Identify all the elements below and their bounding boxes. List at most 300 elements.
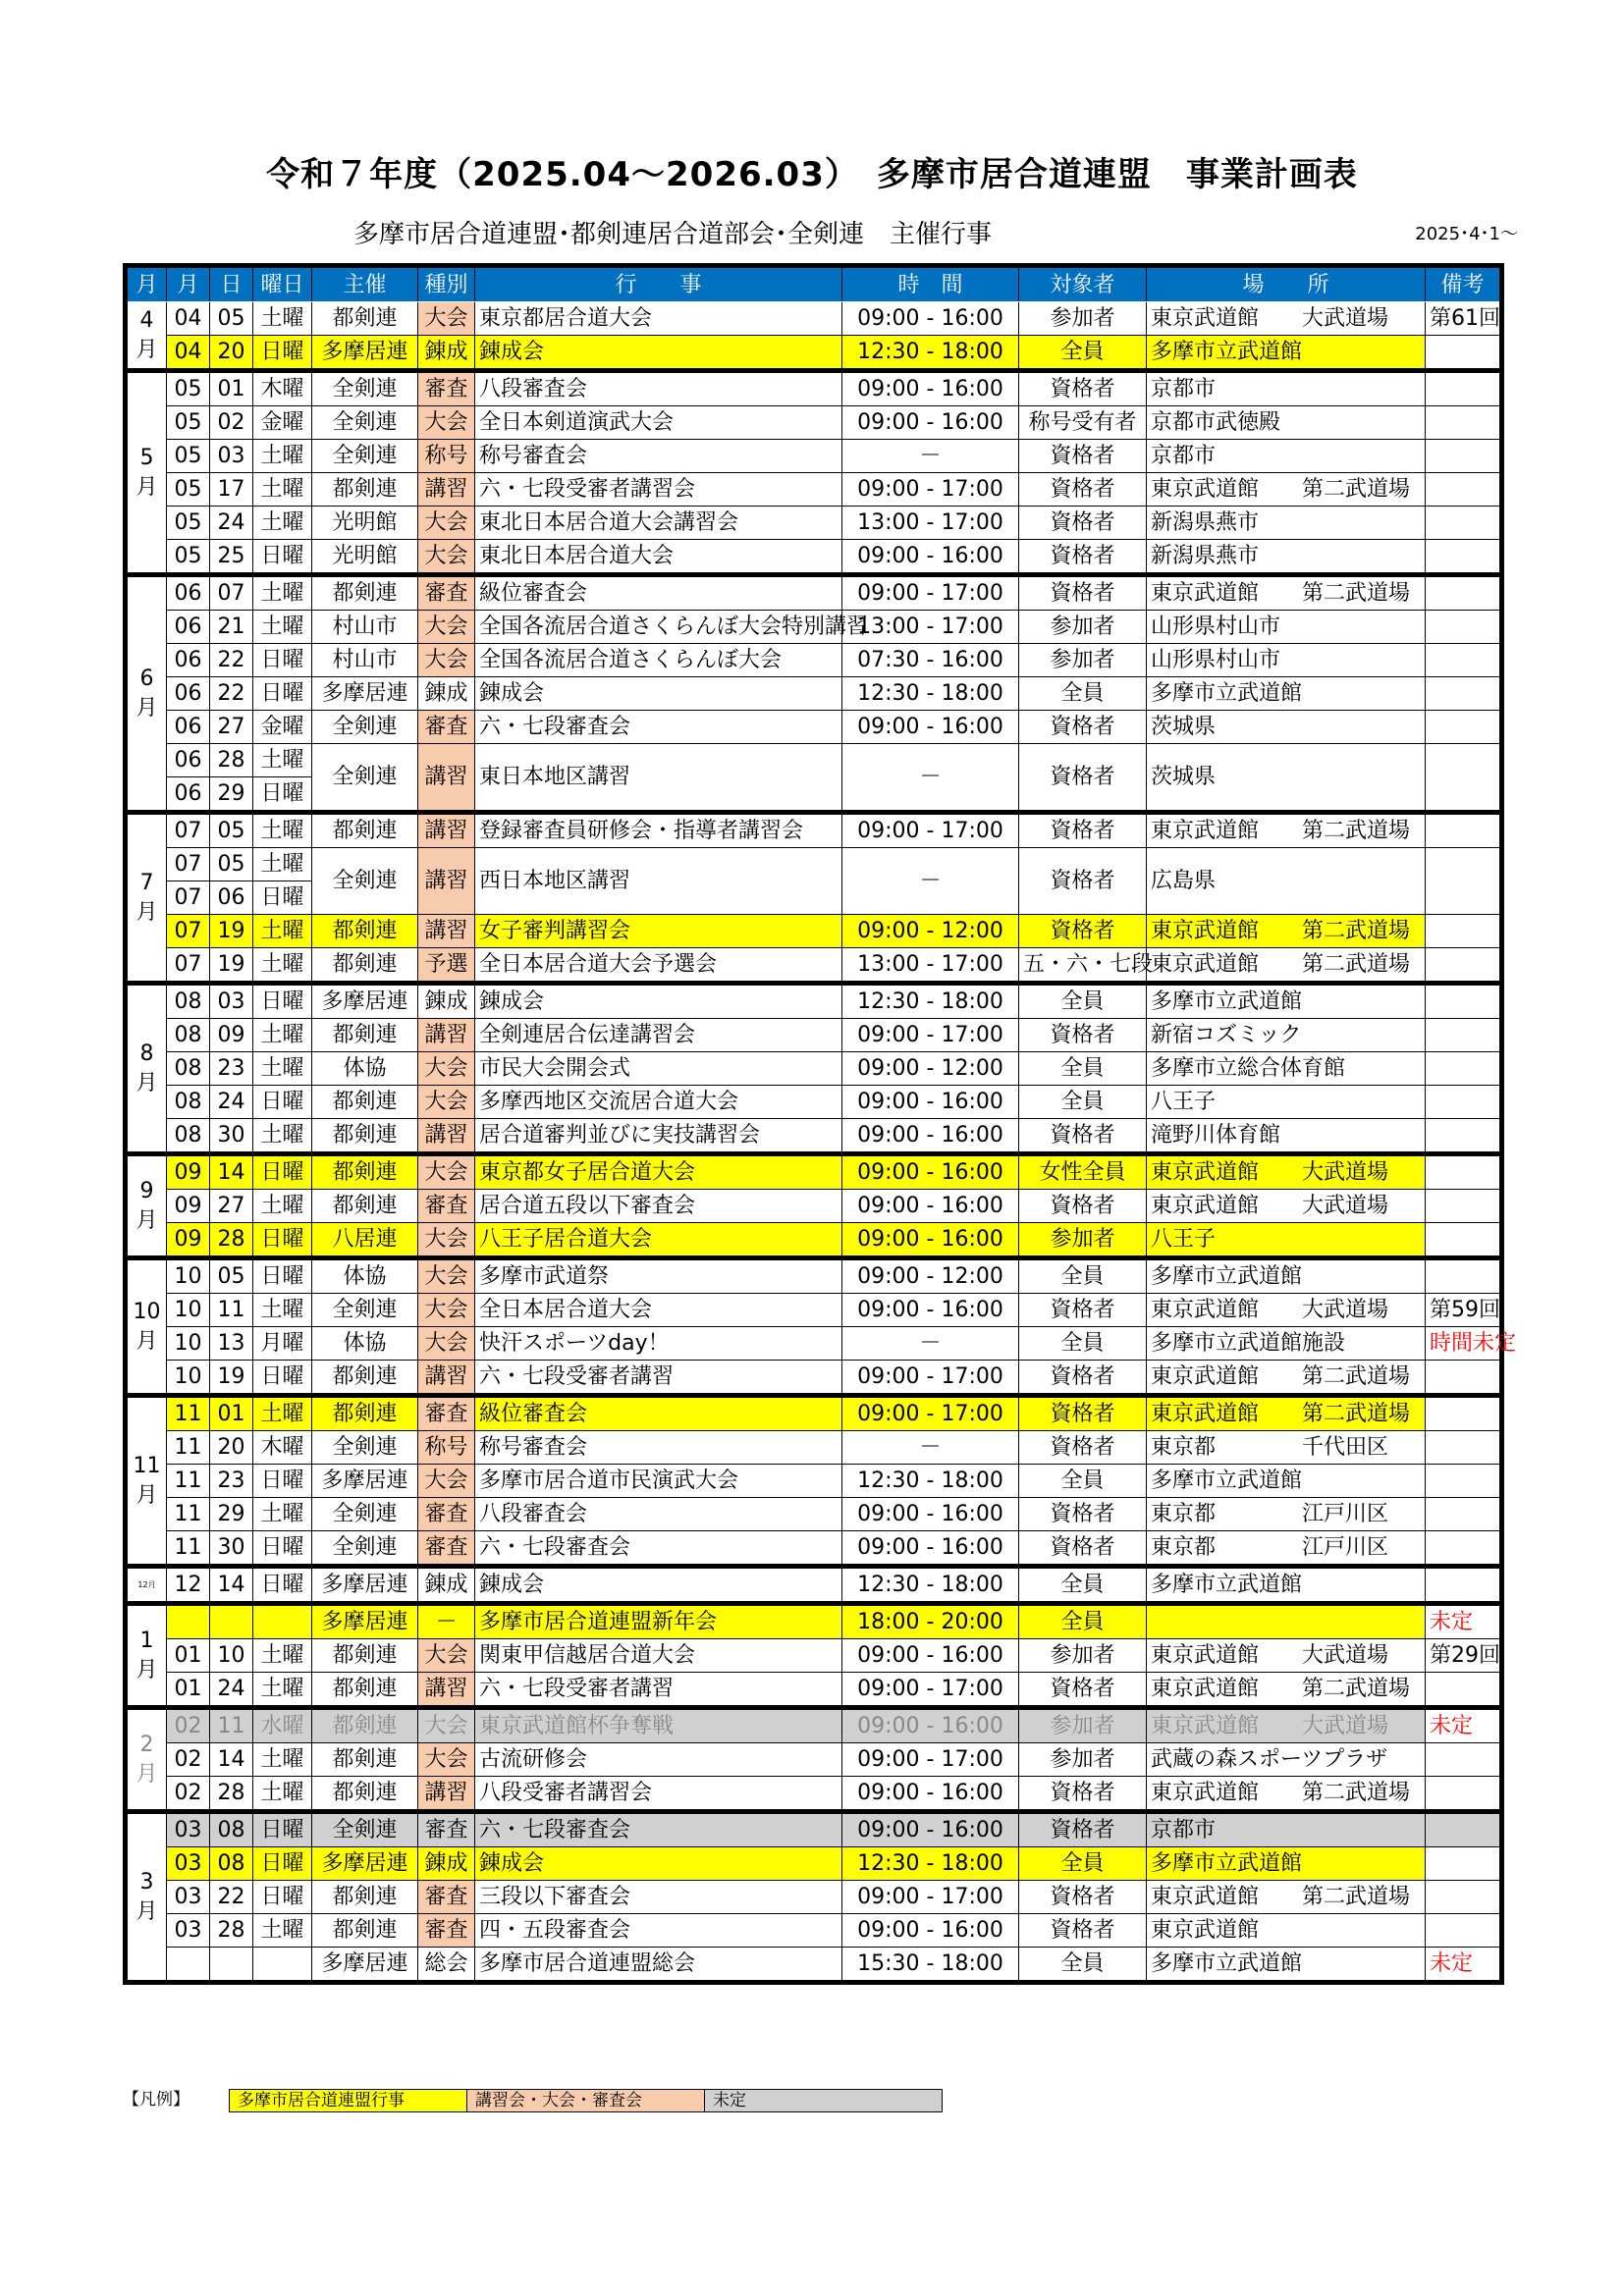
row-weekday <box>253 1948 312 1983</box>
row-time: 12:30 - 18:00 <box>842 677 1019 711</box>
row-target: 全員 <box>1019 1327 1147 1361</box>
row-weekday: 日曜 <box>253 336 312 371</box>
row-target: 資格者 <box>1019 1019 1147 1052</box>
schedule-row <box>126 711 1502 744</box>
row-type: 大会 <box>418 1327 475 1361</box>
row-type: 大会 <box>418 1086 475 1119</box>
row-type: 講習 <box>418 813 475 848</box>
row-day: 11 <box>210 1708 253 1743</box>
schedule-row <box>126 1361 1502 1396</box>
row-target: 資格者 <box>1019 1777 1147 1812</box>
row-day: 20 <box>210 1431 253 1465</box>
row-target: 女性全員 <box>1019 1154 1147 1190</box>
row-target: 全員 <box>1019 336 1147 371</box>
row-type: 予選 <box>418 948 475 984</box>
row-event: 八段受審者講習会 <box>475 1777 842 1812</box>
row-time: 12:30 - 18:00 <box>842 1847 1019 1881</box>
row-day: 28 <box>210 1914 253 1948</box>
row-weekday: 土曜 <box>253 611 312 644</box>
row-target: 参加者 <box>1019 1743 1147 1777</box>
row-day: 14 <box>210 1743 253 1777</box>
row-month: 06 <box>167 644 210 677</box>
row-host: 全剣連 <box>312 711 418 744</box>
row-day <box>210 1948 253 1983</box>
row-time: 09:00 - 16:00 <box>842 540 1019 575</box>
row-day: 28 <box>210 744 253 777</box>
row-type: 審査 <box>418 1812 475 1847</box>
month-label: 8月 <box>126 984 167 1154</box>
row-note <box>1426 813 1502 848</box>
row-place: 東京武道館 第二武道場 <box>1147 1361 1426 1396</box>
row-day: 03 <box>210 440 253 473</box>
row-event: 六・七段審査会 <box>475 711 842 744</box>
row-weekday <box>253 1604 312 1639</box>
row-event: 東京都居合道大会 <box>475 302 842 336</box>
row-weekday: 土曜 <box>253 813 312 848</box>
row-type: 講習 <box>418 848 475 915</box>
row-event: 全日本居合道大会予選会 <box>475 948 842 984</box>
row-type: 錬成 <box>418 1847 475 1881</box>
row-note <box>1426 1396 1502 1431</box>
row-month: 05 <box>167 540 210 575</box>
row-time: － <box>842 1431 1019 1465</box>
row-note <box>1426 575 1502 611</box>
row-event: 東京都女子居合道大会 <box>475 1154 842 1190</box>
row-month: 05 <box>167 473 210 507</box>
header-place: 場 所 <box>1147 266 1426 302</box>
row-place: 京都市 <box>1147 371 1426 406</box>
row-place: 多摩市立武道館 <box>1147 1847 1426 1881</box>
month-label: 7月 <box>126 813 167 984</box>
row-time: 09:00 - 16:00 <box>842 1531 1019 1567</box>
month-label: 11月 <box>126 1396 167 1567</box>
row-place: 山形県村山市 <box>1147 611 1426 644</box>
row-type: 大会 <box>418 540 475 575</box>
row-month: 11 <box>167 1431 210 1465</box>
row-weekday: 日曜 <box>253 1154 312 1190</box>
schedule-row <box>126 1639 1502 1673</box>
row-event: 東北日本居合道大会講習会 <box>475 507 842 540</box>
row-type: 大会 <box>418 406 475 440</box>
row-host: 都剣連 <box>312 1777 418 1812</box>
schedule-row <box>126 1777 1502 1812</box>
row-weekday: 土曜 <box>253 1294 312 1327</box>
row-target: 資格者 <box>1019 1914 1147 1948</box>
row-type: 大会 <box>418 1223 475 1258</box>
row-host: 全剣連 <box>312 371 418 406</box>
row-place: 東京武道館 第二武道場 <box>1147 575 1426 611</box>
row-event: 六・七段受審者講習会 <box>475 473 842 507</box>
row-month: 07 <box>167 948 210 984</box>
row-type: 錬成 <box>418 336 475 371</box>
row-event: 錬成会 <box>475 984 842 1019</box>
row-target: 全員 <box>1019 1948 1147 1983</box>
row-host: 都剣連 <box>312 1086 418 1119</box>
row-day: 22 <box>210 1881 253 1914</box>
row-type: 大会 <box>418 1258 475 1294</box>
row-day: 07 <box>210 575 253 611</box>
row-host: 八居連 <box>312 1223 418 1258</box>
row-day: 05 <box>210 302 253 336</box>
row-month: 11 <box>167 1531 210 1567</box>
row-weekday: 水曜 <box>253 1708 312 1743</box>
row-event: 級位審査会 <box>475 1396 842 1431</box>
schedule-row <box>126 644 1502 677</box>
row-note <box>1426 611 1502 644</box>
row-note <box>1426 336 1502 371</box>
header-row <box>126 266 1502 302</box>
row-day: 29 <box>210 1498 253 1531</box>
row-month: 07 <box>167 848 210 881</box>
row-day: 05 <box>210 813 253 848</box>
row-month: 09 <box>167 1190 210 1223</box>
row-time: 18:00 - 20:00 <box>842 1604 1019 1639</box>
row-place: 京都市 <box>1147 440 1426 473</box>
row-day: 11 <box>210 1294 253 1327</box>
row-type: 講習 <box>418 1673 475 1708</box>
header-month-num: 月 <box>167 266 210 302</box>
row-host: 都剣連 <box>312 1361 418 1396</box>
row-place: 八王子 <box>1147 1223 1426 1258</box>
schedule-row <box>126 473 1502 507</box>
row-day <box>210 1604 253 1639</box>
row-event: 女子審判講習会 <box>475 915 842 948</box>
row-month: 08 <box>167 1052 210 1086</box>
row-note <box>1426 1431 1502 1465</box>
row-note <box>1426 1086 1502 1119</box>
row-note <box>1426 1812 1502 1847</box>
row-type: 講習 <box>418 1361 475 1396</box>
row-month: 09 <box>167 1223 210 1258</box>
row-place: 多摩市立武道館 <box>1147 1258 1426 1294</box>
schedule-row <box>126 540 1502 575</box>
row-target: 全員 <box>1019 1086 1147 1119</box>
row-time: 09:00 - 16:00 <box>842 371 1019 406</box>
row-weekday: 土曜 <box>253 1190 312 1223</box>
row-time: 09:00 - 16:00 <box>842 1708 1019 1743</box>
row-time: 09:00 - 16:00 <box>842 1294 1019 1327</box>
row-weekday: 土曜 <box>253 1777 312 1812</box>
row-day: 19 <box>210 948 253 984</box>
row-day: 08 <box>210 1812 253 1847</box>
legend-item-undecided: 未定 <box>705 2089 943 2112</box>
row-event: 六・七段受審者講習 <box>475 1673 842 1708</box>
row-event: 多摩市居合道連盟総会 <box>475 1948 842 1983</box>
schedule-row <box>126 1914 1502 1948</box>
row-time: 13:00 - 17:00 <box>842 948 1019 984</box>
row-month: 06 <box>167 575 210 611</box>
row-type: 審査 <box>418 371 475 406</box>
row-time: 09:00 - 16:00 <box>842 406 1019 440</box>
row-time: 09:00 - 16:00 <box>842 302 1019 336</box>
schedule-row <box>126 507 1502 540</box>
row-host: 全剣連 <box>312 406 418 440</box>
row-host: 全剣連 <box>312 1812 418 1847</box>
row-place: 広島県 <box>1147 848 1426 915</box>
row-event: 多摩市武道祭 <box>475 1258 842 1294</box>
row-month: 01 <box>167 1673 210 1708</box>
schedule-row <box>126 440 1502 473</box>
row-target: 参加者 <box>1019 1639 1147 1673</box>
row-type: 大会 <box>418 1743 475 1777</box>
row-note <box>1426 1567 1502 1604</box>
row-time: 09:00 - 17:00 <box>842 575 1019 611</box>
schedule-row <box>126 1743 1502 1777</box>
month-label: 5月 <box>126 371 167 575</box>
row-event: 錬成会 <box>475 677 842 711</box>
row-time: 09:00 - 17:00 <box>842 1881 1019 1914</box>
header-day: 日 <box>210 266 253 302</box>
row-note <box>1426 677 1502 711</box>
row-target: 全員 <box>1019 1465 1147 1498</box>
row-day: 22 <box>210 644 253 677</box>
row-month: 01 <box>167 1639 210 1673</box>
schedule-row <box>126 302 1502 336</box>
row-target: 称号受有者 <box>1019 406 1147 440</box>
row-event: 多摩市居合道連盟新年会 <box>475 1604 842 1639</box>
row-event: 全日本居合道大会 <box>475 1294 842 1327</box>
row-event: 全国各流居合道さくらんぼ大会特別講習 <box>475 611 842 644</box>
row-month: 11 <box>167 1498 210 1531</box>
row-target: 全員 <box>1019 677 1147 711</box>
row-type: 総会 <box>418 1948 475 1983</box>
schedule-row <box>126 1847 1502 1881</box>
row-target: 五・六・七段 <box>1019 948 1147 984</box>
row-note <box>1426 1777 1502 1812</box>
row-target: 資格者 <box>1019 915 1147 948</box>
row-target: 資格者 <box>1019 540 1147 575</box>
row-weekday: 日曜 <box>253 1086 312 1119</box>
row-time: 13:00 - 17:00 <box>842 507 1019 540</box>
row-time: 09:00 - 12:00 <box>842 1258 1019 1294</box>
row-month: 07 <box>167 881 210 915</box>
row-note <box>1426 1019 1502 1052</box>
schedule-row <box>126 336 1502 371</box>
row-host: 多摩居連 <box>312 1567 418 1604</box>
row-place: 東京武道館 大武道場 <box>1147 1190 1426 1223</box>
row-host: 都剣連 <box>312 1881 418 1914</box>
row-place: 新潟県燕市 <box>1147 540 1426 575</box>
row-month: 06 <box>167 744 210 777</box>
row-note <box>1426 744 1502 813</box>
row-time: 09:00 - 12:00 <box>842 1052 1019 1086</box>
row-place: 多摩市立武道館 <box>1147 677 1426 711</box>
row-month: 06 <box>167 677 210 711</box>
row-note <box>1426 473 1502 507</box>
row-place: 東京武道館 大武道場 <box>1147 1639 1426 1673</box>
row-day: 01 <box>210 371 253 406</box>
schedule-row <box>126 1119 1502 1154</box>
row-target: 資格者 <box>1019 1812 1147 1847</box>
row-weekday: 土曜 <box>253 507 312 540</box>
row-host: 村山市 <box>312 611 418 644</box>
row-event: 称号審査会 <box>475 1431 842 1465</box>
row-time: 15:30 - 18:00 <box>842 1948 1019 1983</box>
row-host: 全剣連 <box>312 1531 418 1567</box>
row-weekday: 土曜 <box>253 1498 312 1531</box>
row-event: 三段以下審査会 <box>475 1881 842 1914</box>
row-host: 都剣連 <box>312 1708 418 1743</box>
row-day: 05 <box>210 1258 253 1294</box>
row-time: 09:00 - 16:00 <box>842 1190 1019 1223</box>
row-type: 審査 <box>418 1531 475 1567</box>
row-weekday: 土曜 <box>253 948 312 984</box>
page-subtitle: 多摩市居合道連盟･都剣連居合道部会･全剣連 主催行事 <box>353 220 993 249</box>
row-weekday: 月曜 <box>253 1327 312 1361</box>
row-type: 大会 <box>418 507 475 540</box>
row-day: 24 <box>210 1673 253 1708</box>
row-note <box>1426 1881 1502 1914</box>
row-target: 全員 <box>1019 1604 1147 1639</box>
row-event: 四・五段審査会 <box>475 1914 842 1948</box>
schedule-row <box>126 1881 1502 1914</box>
row-note <box>1426 1531 1502 1567</box>
row-day: 19 <box>210 1361 253 1396</box>
row-host: 多摩居連 <box>312 336 418 371</box>
row-note: 第61回 <box>1426 302 1502 336</box>
schedule-row <box>126 915 1502 948</box>
row-host: 多摩居連 <box>312 984 418 1019</box>
row-place: 多摩市立武道館 <box>1147 1948 1426 1983</box>
schedule-row <box>126 1396 1502 1431</box>
month-label: 6月 <box>126 575 167 813</box>
row-host: 全剣連 <box>312 848 418 915</box>
row-place <box>1147 1604 1426 1639</box>
row-type: 大会 <box>418 1294 475 1327</box>
row-weekday: 日曜 <box>253 1812 312 1847</box>
row-place: 東京武道館 第二武道場 <box>1147 915 1426 948</box>
row-note <box>1426 1743 1502 1777</box>
row-weekday: 土曜 <box>253 302 312 336</box>
row-host: 都剣連 <box>312 1119 418 1154</box>
row-target: 資格者 <box>1019 1294 1147 1327</box>
row-target: 資格者 <box>1019 813 1147 848</box>
schedule-row <box>126 1431 1502 1465</box>
row-place: 東京武道館 大武道場 <box>1147 302 1426 336</box>
row-event: 東日本地区講習 <box>475 744 842 813</box>
row-month: 02 <box>167 1708 210 1743</box>
month-label: 10月 <box>126 1258 167 1396</box>
schedule-row <box>126 1327 1502 1361</box>
row-place: 東京武道館 大武道場 <box>1147 1294 1426 1327</box>
row-note <box>1426 644 1502 677</box>
row-host: 都剣連 <box>312 1743 418 1777</box>
row-day: 08 <box>210 1847 253 1881</box>
schedule-row <box>126 406 1502 440</box>
row-target: 資格者 <box>1019 1881 1147 1914</box>
row-month: 07 <box>167 915 210 948</box>
row-month <box>167 1948 210 1983</box>
row-event: 錬成会 <box>475 1567 842 1604</box>
row-month: 10 <box>167 1258 210 1294</box>
row-host: 都剣連 <box>312 1673 418 1708</box>
legend-item-association-event: 多摩市居合道連盟行事 <box>229 2089 467 2112</box>
row-month: 06 <box>167 711 210 744</box>
row-time: 09:00 - 16:00 <box>842 1498 1019 1531</box>
row-event: 錬成会 <box>475 1847 842 1881</box>
row-day: 25 <box>210 540 253 575</box>
row-month: 02 <box>167 1777 210 1812</box>
row-place: 多摩市立武道館 <box>1147 336 1426 371</box>
row-note: 未定 <box>1426 1604 1502 1639</box>
row-weekday: 日曜 <box>253 540 312 575</box>
row-event: 関東甲信越居合道大会 <box>475 1639 842 1673</box>
row-target: 参加者 <box>1019 611 1147 644</box>
row-time: 09:00 - 17:00 <box>842 813 1019 848</box>
row-time: 09:00 - 16:00 <box>842 711 1019 744</box>
row-type: 講習 <box>418 1119 475 1154</box>
row-day: 03 <box>210 984 253 1019</box>
row-host: 都剣連 <box>312 575 418 611</box>
row-weekday: 日曜 <box>253 881 312 915</box>
row-month: 04 <box>167 336 210 371</box>
legend-label: 【凡例】 <box>123 2090 189 2109</box>
row-host: 光明館 <box>312 507 418 540</box>
row-day: 30 <box>210 1531 253 1567</box>
row-day: 27 <box>210 711 253 744</box>
row-weekday: 日曜 <box>253 1847 312 1881</box>
row-target: 資格者 <box>1019 744 1147 813</box>
row-target: 資格者 <box>1019 507 1147 540</box>
row-day: 05 <box>210 848 253 881</box>
row-type: 審査 <box>418 1881 475 1914</box>
row-event: 西日本地区講習 <box>475 848 842 915</box>
row-type: 大会 <box>418 611 475 644</box>
row-day: 13 <box>210 1327 253 1361</box>
row-place: 八王子 <box>1147 1086 1426 1119</box>
row-weekday: 木曜 <box>253 1431 312 1465</box>
row-type: 審査 <box>418 575 475 611</box>
row-day: 19 <box>210 915 253 948</box>
row-type: 講習 <box>418 473 475 507</box>
header-note: 備考 <box>1426 266 1502 302</box>
row-weekday: 日曜 <box>253 1567 312 1604</box>
schedule-row <box>126 1465 1502 1498</box>
row-place: 東京武道館 <box>1147 1914 1426 1948</box>
schedule-row <box>126 611 1502 644</box>
row-target: 参加者 <box>1019 1708 1147 1743</box>
row-day: 02 <box>210 406 253 440</box>
row-weekday: 土曜 <box>253 1639 312 1673</box>
row-type: 称号 <box>418 1431 475 1465</box>
row-place: 東京武道館 第二武道場 <box>1147 813 1426 848</box>
row-month: 03 <box>167 1881 210 1914</box>
schedule-row <box>126 1498 1502 1531</box>
row-day: 06 <box>210 881 253 915</box>
row-day: 27 <box>210 1190 253 1223</box>
row-note <box>1426 1847 1502 1881</box>
row-host: 都剣連 <box>312 1154 418 1190</box>
row-place: 茨城県 <box>1147 711 1426 744</box>
row-time: 09:00 - 17:00 <box>842 1396 1019 1431</box>
row-place: 東京武道館 第二武道場 <box>1147 1881 1426 1914</box>
row-time: 09:00 - 17:00 <box>842 1743 1019 1777</box>
row-host: 全剣連 <box>312 440 418 473</box>
schedule-row <box>126 744 1502 777</box>
row-month: 05 <box>167 440 210 473</box>
row-weekday: 日曜 <box>253 1258 312 1294</box>
row-note <box>1426 371 1502 406</box>
row-note: 第59回 <box>1426 1294 1502 1327</box>
header-target: 対象者 <box>1019 266 1147 302</box>
row-event: 居合道審判並びに実技講習会 <box>475 1119 842 1154</box>
row-day: 21 <box>210 611 253 644</box>
row-time: － <box>842 1327 1019 1361</box>
row-time: 07:30 - 16:00 <box>842 644 1019 677</box>
row-host: 都剣連 <box>312 915 418 948</box>
row-weekday: 土曜 <box>253 915 312 948</box>
legend-item-seminar-tournament-exam: 講習会・大会・審査会 <box>467 2089 705 2112</box>
